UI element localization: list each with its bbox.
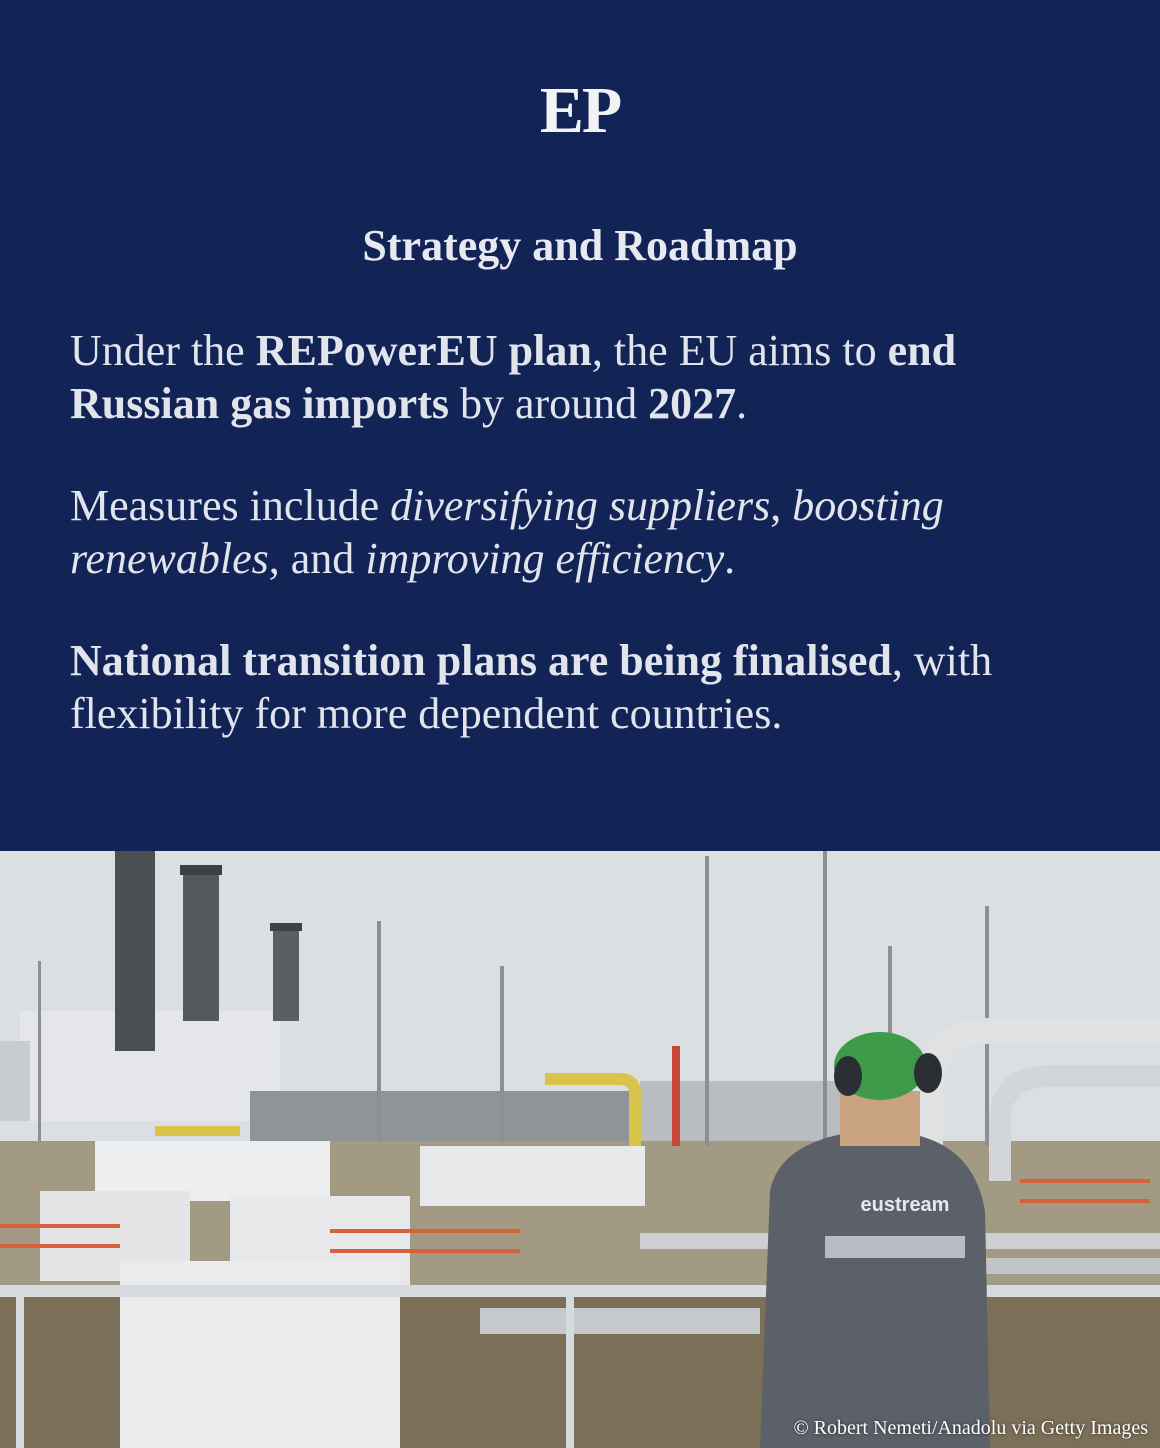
bold-span: 2027 — [648, 379, 737, 428]
jacket-logo-text: eustream — [860, 1194, 950, 1216]
text-span: , with flexibility for more dependent countries. — [70, 636, 993, 738]
gas-facility-photo — [0, 851, 1160, 1448]
text-span: , and — [268, 534, 366, 583]
paragraph-measures — [70, 479, 1100, 585]
text-span: , the EU aims to — [591, 326, 888, 375]
photo-illustration — [0, 851, 1160, 1448]
text-span: Under the — [70, 326, 256, 375]
text-span: . — [724, 534, 736, 583]
bold-span: National transition plans are being finalised — [70, 636, 892, 685]
italic-span: boosting renewables — [70, 481, 944, 583]
ep-logo: EP — [539, 74, 621, 147]
paragraph-repowereu — [70, 324, 1100, 430]
text-span: by around — [448, 379, 649, 428]
section-heading: Strategy and Roadmap — [362, 221, 798, 270]
photo-credit: © Robert Nemeti/Anadolu via Getty Images — [793, 1417, 1148, 1439]
bold-span: end Russian gas imports — [70, 326, 957, 428]
text-span: . — [736, 379, 748, 428]
paragraph-national-plans — [70, 634, 1100, 740]
italic-span: improving efficiency — [365, 534, 725, 583]
bold-span: REPowerEU plan — [255, 326, 592, 375]
italic-span: diversifying suppliers — [390, 481, 771, 530]
text-span: , — [770, 481, 793, 530]
text-span: Measures include — [70, 481, 391, 530]
